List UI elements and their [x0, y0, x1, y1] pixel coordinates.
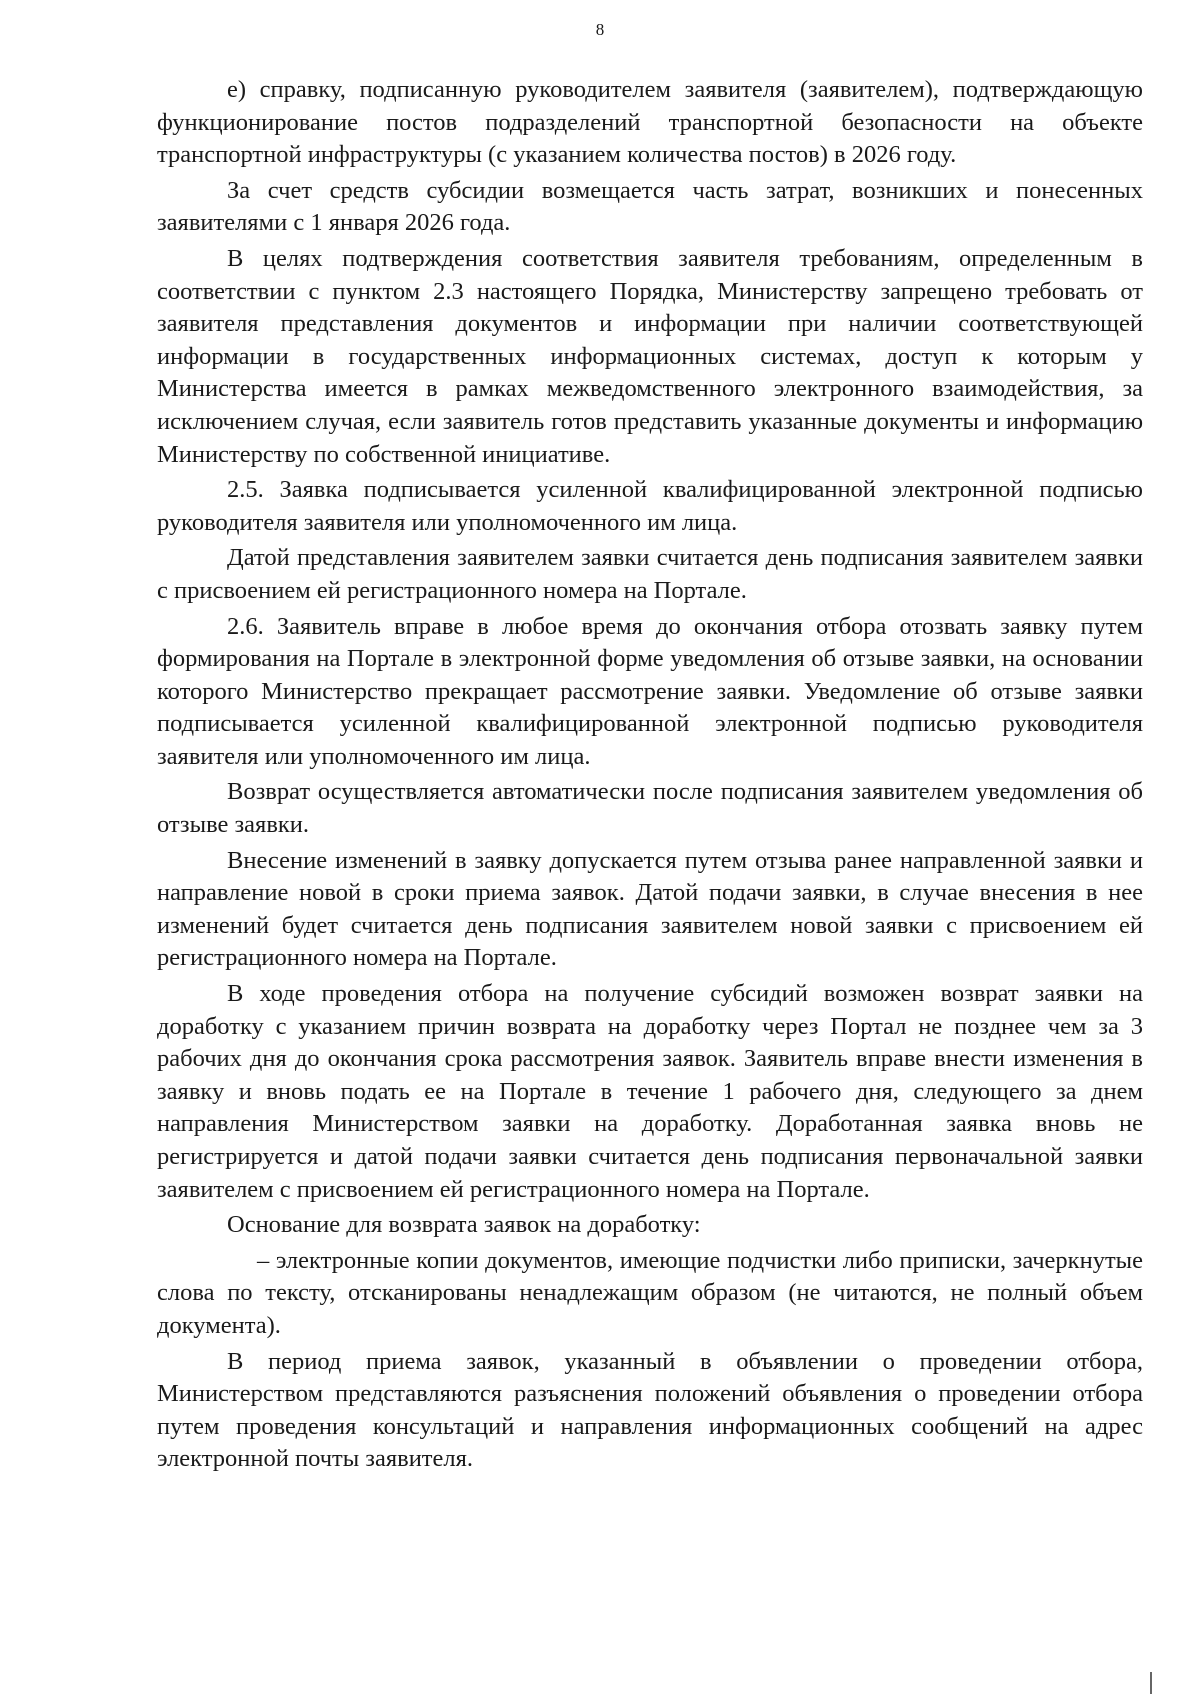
paragraph-2-6: 2.6. Заявитель вправе в любое время до окончания отбора отозвать заявку путем формирования на Портале в электронной форме уведомления об отзыве заявки, на основании которого Министерство прекращает рассмотрение заявки. Уведомление об отзыве заявки подписывается усиленной квалифицированной электронной подписью руководителя заявителя или уполномоченного им лица.: [157, 612, 1143, 770]
page-number: 8: [595, 20, 605, 39]
paragraph-subsidy-costs: За счет средств субсидии возмещается часть затрат, возникших и понесенных заявителями с 1 января 2026 года.: [157, 176, 1143, 237]
paragraph-revision: В ходе проведения отбора на получение субсидий возможен возврат заявки на доработку с указанием причин возврата на доработку через Портал не позднее чем за 3 рабочих дня до окончания срока рассмотрения заявок. Заявитель вправе внести изменения в заявку и вновь подать ее на Портале в течение 1 рабочего дня, следующего за днем направления Министерством заявки на доработку. Доработанная заявка вновь не регистрируется и датой подачи заявки считается день подписания первоначальной заявки заявителем с присвоением ей регистрационного номера на Портале.: [157, 980, 1143, 1203]
paragraph-clarifications: В период приема заявок, указанный в объявлении о проведении отбора, Министерством представляются разъяснения положений объявления о проведении отбора путем проведения консультаций и направления информационных сообщений на адрес электронной почты заявителя.: [157, 1347, 1143, 1473]
paragraph-return: Возврат осуществляется автоматически после подписания заявителем уведомления об отзыве заявки.: [157, 778, 1143, 839]
paragraph-compliance: В целях подтверждения соответствия заявителя требованиям, определенным в соответствии с пунктом 2.3 настоящего Порядка, Министерству запрещено требовать от заявителя представления документов и информации при наличии соответствующей информации в государственных информационных системах, доступ к которым у Министерства имеется в рамках межведомственного электронного взаимодействия, за исключением случая, если заявитель готов представить указанные документы и информацию Министерству по собственной инициативе.: [157, 244, 1143, 468]
paragraph-certificate: е) справку, подписанную руководителем заявителя (заявителем), подтверждающую функционирование постов подразделений транспортной безопасности на объекте транспортной инфраструктуры (с указанием количества постов) в 2026 году.: [157, 76, 1143, 169]
scan-mark: [1150, 1672, 1152, 1694]
paragraph-2-5: 2.5. Заявка подписывается усиленной квалифицированной электронной подписью руководителя заявителя или уполномоченного им лица.: [157, 476, 1143, 536]
paragraph-revision-grounds: Основание для возврата заявок на доработку:: [227, 1211, 701, 1239]
paragraph-submission-date: Датой представления заявителем заявки считается день подписания заявителем заявки с присвоением ей регистрационного номера на Портале.: [157, 544, 1143, 604]
document-body: [157, 74, 1143, 1479]
paragraph-revision-ground-item: – электронные копии документов, имеющие подчистки либо приписки, зачеркнутые слова по тексту, отсканированы ненадлежащим образом (не читаются, не полный объем документа).: [157, 1246, 1143, 1339]
paragraph-changes: Внесение изменений в заявку допускается путем отзыва ранее направленной заявки и направление новой в сроки приема заявок. Датой подачи заявки, в случае внесения в нее изменений будет считается день подписания заявителем новой заявки с присвоением ей регистрационного номера на Портале.: [157, 846, 1143, 972]
